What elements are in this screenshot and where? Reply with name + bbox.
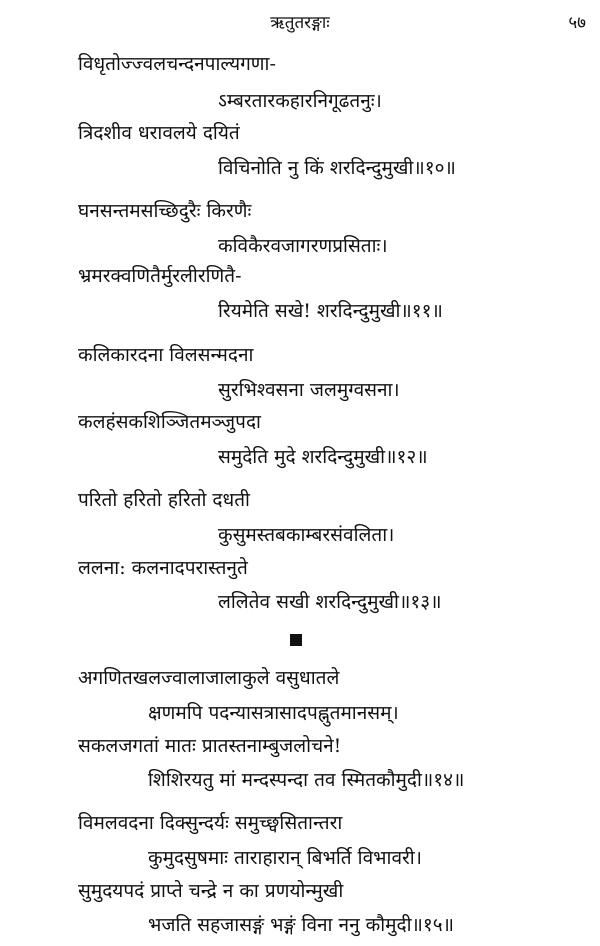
verse-line: विधृतोज्ज्वलचन्दनपाल्यगणा- (78, 53, 276, 75)
verse-line: विमलवदना दिक्सुन्दर्यः समुच्छ्वसितान्तरा (78, 812, 343, 834)
verse-line: कविकैरवजागरणप्रसिताः। (218, 235, 388, 257)
page-header (0, 0, 600, 40)
verse-line: त्रिदशीव धरावलये दयितं (78, 122, 240, 144)
verse-line: रियमेति सखे! शरदिन्दुमुखी॥११॥ (218, 300, 443, 322)
section-separator-square (290, 634, 302, 646)
verse-line: क्षणमपि पदन्यासत्रासादपह्नुतमानसम्। (148, 702, 399, 724)
verse-line: ललना: कलनादपरास्तनुते (78, 557, 248, 579)
verse-line: ललितेव सखी शरदिन्दुमुखी॥१३॥ (218, 591, 442, 613)
verse-line: अगणितखलज्वालाजालाकुले वसुधातले (78, 667, 340, 689)
verse-line: सकलजगतां मातः प्रातस्तनाम्बुजलोचने! (78, 735, 342, 757)
verse-line: ऽम्बरतारकहारनिगूढतनुः। (218, 90, 382, 112)
verse-line: भजति सहजासङ्गं भङ्गं विना ननु कौमुदी॥१५॥ (148, 914, 455, 936)
verse-line: शिशिरयतु मां मन्दस्पन्दा तव स्मितकौमुदी॥१४॥ (148, 769, 465, 791)
verse-line: परितो हरितो हरितो दधती (78, 489, 250, 511)
verse-line: भ्रमरक्वणितैर्मुरलीरणितै- (78, 265, 242, 287)
running-title: ऋतुतरङ्गाः (270, 13, 330, 33)
verse-line: कलिकारदना विलसन्मदना (78, 344, 254, 366)
verse-line: विचिनोति नु किं शरदिन्दुमुखी॥१०॥ (218, 157, 456, 179)
verse-line: कुसुमस्तबकाम्बरसंवलिता। (218, 524, 395, 546)
verse-line: कुमुदसुषमाः ताराहारान् बिभर्ति विभावरी। (148, 847, 422, 869)
verse-line: घनसन्तमसच्छिदुरैः किरणैः (78, 200, 252, 222)
verse-line: कलहंसकशिञ्जितमञ्जुपदा (78, 411, 261, 433)
page-number: ५७ (568, 13, 586, 33)
verse-line: समुदेति मुदे शरदिन्दुमुखी॥१२॥ (218, 446, 428, 468)
verse-line: सुमुदयपदं प्राप्ते चन्द्रे न का प्रणयोन्मुखी (78, 880, 344, 902)
verse-line: सुरभिश्वसना जलमुग्वसना। (218, 379, 400, 401)
